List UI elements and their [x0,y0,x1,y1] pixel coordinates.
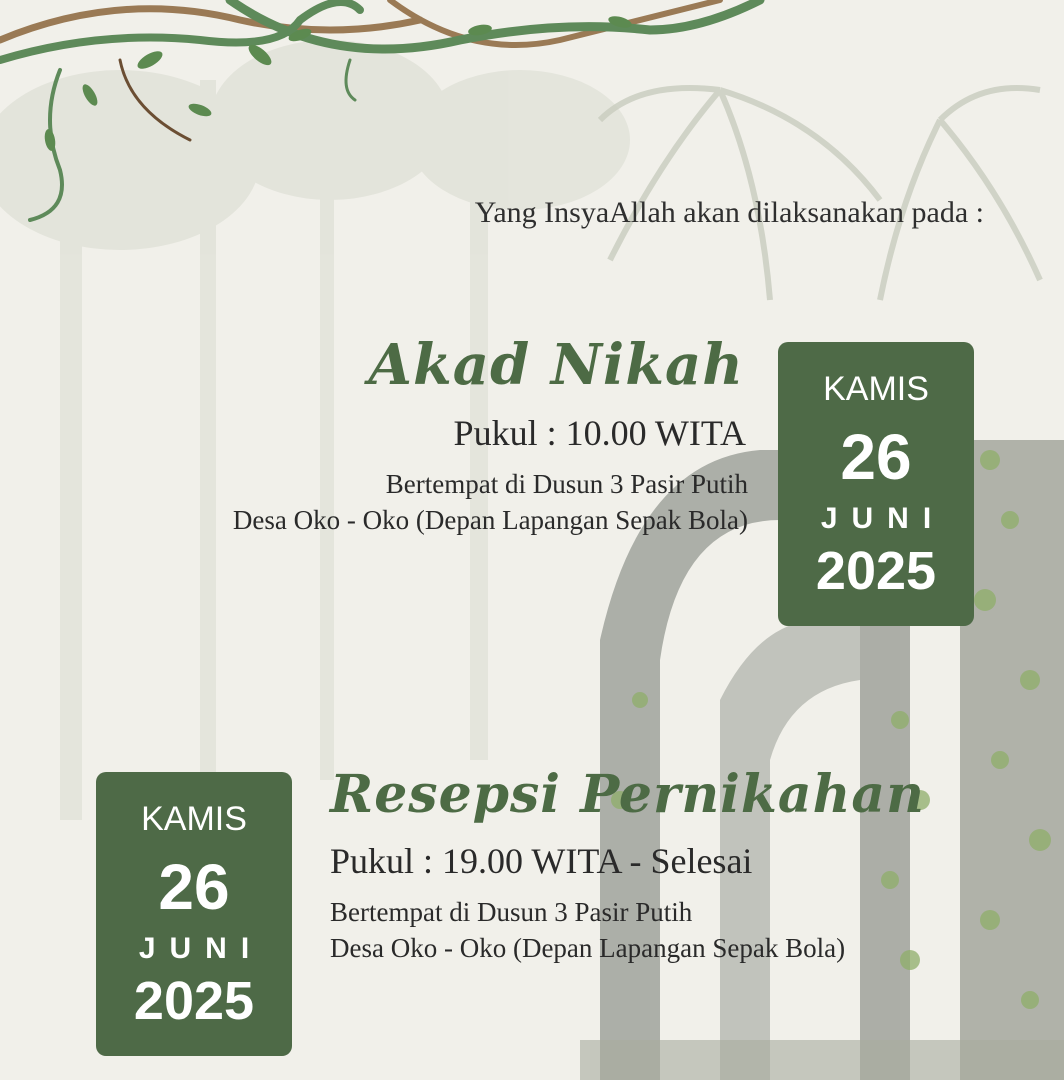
date-box-resepsi [96,772,292,1056]
venue-line-2: Desa Oko - Oko (Depan Lapangan Sepak Bola) [232,505,748,535]
event-time-akad: Pukul : 10.00 WITA [453,413,746,453]
date-number: 26 [158,851,230,923]
date-number: 26 [840,421,912,493]
date-year: 2025 [133,971,255,1031]
event-title-akad: Akad Nikah [368,332,744,398]
event-venue-resepsi [330,894,845,966]
event-venue-akad [233,466,748,538]
intro-text: Yang InsyaAllah akan dilaksanakan pada : [474,196,984,229]
date-box-akad [778,342,974,626]
event-time-resepsi: Pukul : 19.00 WITA - Selesai [330,841,753,881]
date-month: JUNI [138,932,264,965]
date-day: KAMIS [141,800,247,838]
date-day: KAMIS [823,370,929,408]
date-year: 2025 [815,541,937,601]
venue-line-1: Bertempat di Dusun 3 Pasir Putih [330,897,693,927]
date-month: JUNI [820,502,946,535]
event-title-resepsi: Resepsi Pernikahan [330,764,925,825]
venue-line-2: Desa Oko - Oko (Depan Lapangan Sepak Bola) [330,933,846,963]
venue-line-1: Bertempat di Dusun 3 Pasir Putih [385,469,748,499]
